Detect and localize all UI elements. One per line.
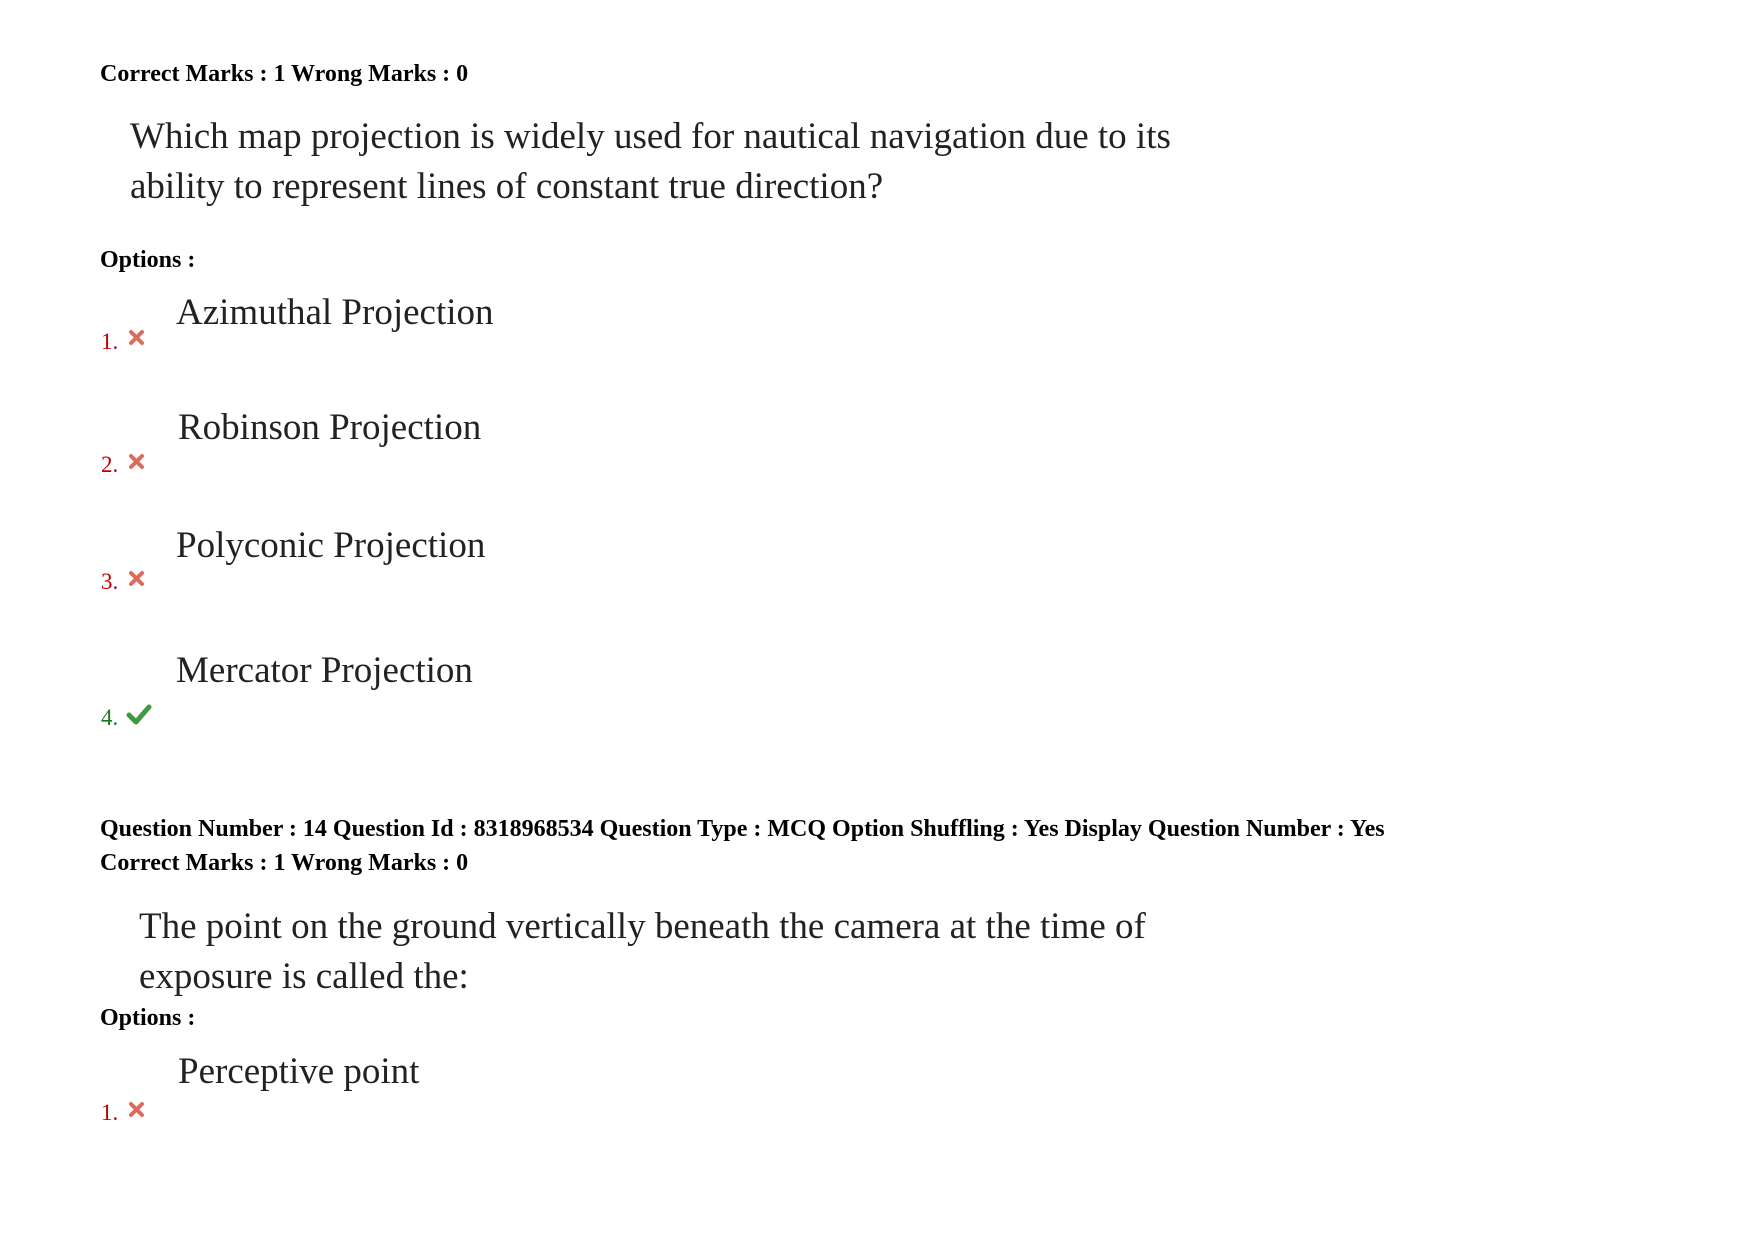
option-text: Perceptive point bbox=[178, 1051, 420, 1092]
option-number: 2. bbox=[101, 452, 119, 477]
options-label: Options : bbox=[100, 1005, 196, 1031]
check-icon bbox=[126, 703, 152, 725]
question-text bbox=[130, 112, 1330, 212]
option-number: 1. bbox=[101, 329, 119, 354]
option-text: Mercator Projection bbox=[176, 650, 473, 691]
question-line: Which map projection is widely used for nautical navigation due to its bbox=[130, 116, 1171, 157]
option-number: 4. bbox=[101, 705, 119, 730]
cross-icon bbox=[128, 328, 146, 346]
cross-icon bbox=[128, 452, 146, 470]
option-number: 1. bbox=[101, 1100, 119, 1125]
marks-line: Correct Marks : 1 Wrong Marks : 0 bbox=[100, 850, 469, 876]
question-text bbox=[139, 902, 1339, 1002]
marks-line: Correct Marks : 1 Wrong Marks : 0 bbox=[100, 61, 469, 87]
question-line: ability to represent lines of constant true direction? bbox=[130, 166, 884, 207]
cross-icon bbox=[128, 569, 146, 587]
option-text: Azimuthal Projection bbox=[176, 292, 494, 333]
option-number: 3. bbox=[101, 569, 119, 594]
question-line: exposure is called the: bbox=[139, 956, 469, 997]
options-label: Options : bbox=[100, 247, 196, 273]
cross-icon bbox=[128, 1100, 146, 1118]
option-text: Polyconic Projection bbox=[176, 525, 486, 566]
question-line: The point on the ground vertically beneath the camera at the time of bbox=[139, 906, 1146, 947]
option-text: Robinson Projection bbox=[178, 407, 482, 448]
question-header-line: Question Number : 14 Question Id : 8318968534 Question Type : MCQ Option Shuffling : Yes Display Question Number : Yes bbox=[100, 816, 1385, 842]
